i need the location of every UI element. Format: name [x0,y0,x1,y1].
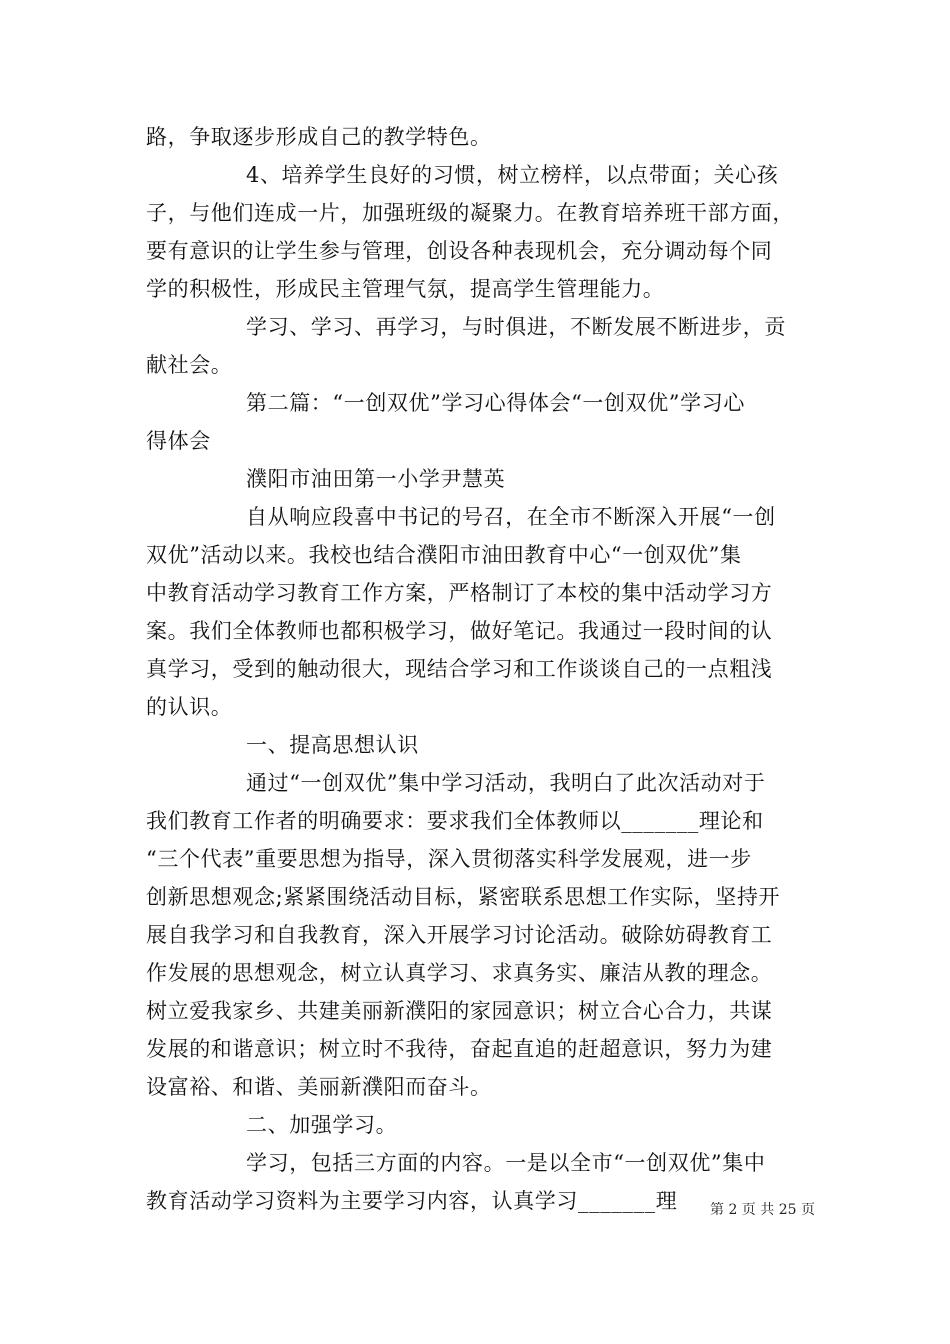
text-line: 通过“一创双优”集中学习活动，我明白了此次活动对于 [246,771,766,795]
text-line: 树立爱我家乡、共建美丽新濮阳的家园意识；树立合心合力，共谋 [146,999,773,1023]
text-line: 展自我学习和自我教育，深入开展学习讨论活动。破除妨碍教育工 [146,923,773,947]
text-line: 作发展的思想观念，树立认真学习、求真务实、廉洁从教的理念。 [146,961,773,985]
text-line: 一、提高思想认识 [246,733,419,757]
text-line: 子，与他们连成一片，加强班级的凝聚力。在教育培养班干部方面， [146,201,794,225]
text-line: 第二篇：“一创双优”学习心得体会“一创双优”学习心 [246,391,745,415]
text-line: 自从响应段喜中书记的号召，在全市不断深入开展“一创 [246,505,776,529]
text-line: 我们教育工作者的明确要求：要求我们全体教师以_______理论和 [146,809,764,833]
text-line: 学习，包括三方面的内容。一是以全市“一创双优”集中 [246,1151,766,1175]
text-line: 濮阳市油田第一小学尹慧英 [246,467,506,491]
text-line: 教育活动学习资料为主要学习内容，认真学习_______理 [146,1189,678,1213]
text-line: 路，争取逐步形成自己的教学特色。 [146,125,492,149]
text-line: 的认识。 [146,695,233,719]
text-line: 双优”活动以来。我校也结合濮阳市油田教育中心“一创双优”集 [146,543,742,567]
page-number-footer: 第 2 页 共 25 页 [710,1202,815,1218]
text-line: 二、加强学习。 [246,1113,398,1137]
text-line: 中教育活动学习教育工作方案，严格制订了本校的集中活动学习方 [146,581,773,605]
text-line: 学的积极性，形成民主管理气氛，提高学生管理能力。 [146,277,665,301]
text-line: 设富裕、和谐、美丽新濮阳而奋斗。 [146,1075,492,1099]
text-line: 得体会 [146,429,211,453]
document-body [146,118,806,1220]
text-line: 要有意识的让学生参与管理，创设各种表现机会，充分调动每个同 [146,239,773,263]
text-line: 案。我们全体教师也都积极学习，做好笔记。我通过一段时间的认 [146,619,773,643]
text-line: 发展的和谐意识；树立时不我待，奋起直追的赶超意识，努力为建 [146,1037,773,1061]
text-line: 4、培养学生良好的习惯，树立榜样，以点带面；关心孩 [246,163,779,187]
text-line: 真学习，受到的触动很大，现结合学习和工作谈谈自己的一点粗浅 [146,657,773,681]
text-line: 创新思想观念;紧紧围绕活动目标，紧密联系思想工作实际，坚持开 [146,885,781,909]
text-line: “三个代表”重要思想为指导，深入贯彻落实科学发展观，进一步 [146,847,752,871]
text-line: 献社会。 [146,353,233,377]
text-line: 学习、学习、再学习，与时俱进，不断发展不断进步，贡 [246,315,786,339]
